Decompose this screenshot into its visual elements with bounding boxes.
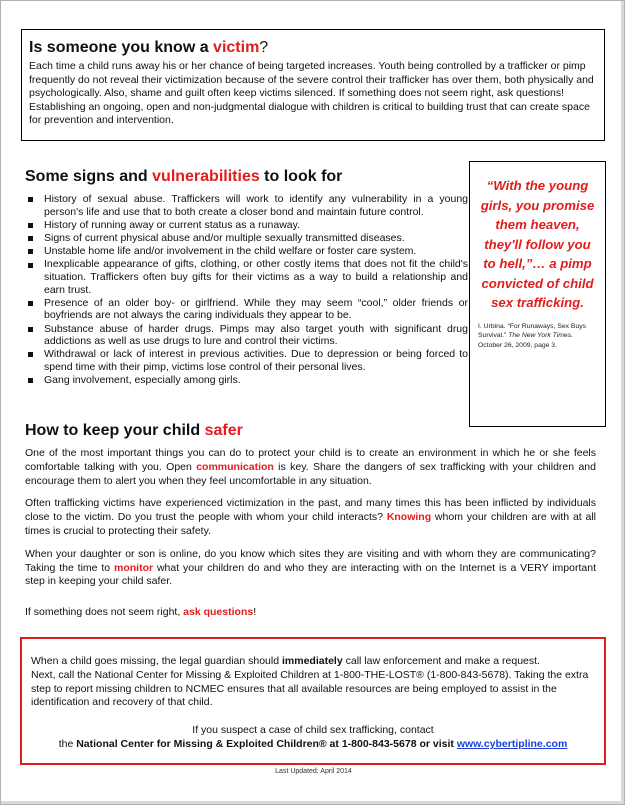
communication-highlight: communication <box>196 460 274 473</box>
missing-line1-end: call law enforcement and make a request. <box>342 655 540 667</box>
safer-p2-start: Often trafficking victims have experienced victimization in the past, and many times this has been inflicted by individuals close to the victim. Do you trust the people with whom your child interacts? <box>25 497 596 524</box>
missing-line-immediately <box>31 655 595 669</box>
knowing-highlight: Knowing <box>386 511 432 524</box>
safer-p2-end: whom your children are with at all times is crucial to protecting their safety. <box>25 511 596 537</box>
victim-heading-highlight: victim <box>213 39 260 56</box>
safer-p3-end: what your children do and who they are interacting with on the Internet is a VERY important step in keeping your child safer. <box>25 561 596 588</box>
victim-body-text: Each time a child runs away his or her chance of being targeted increases. Youth being controlled by a trafficker or pimp frequently do not reveal their victimization because of the severe control their trafficker has over them, both physically and psychologically. Also, shame and guilt often keep victims silenced. If something does not seem right, ask questions! Establishing an ongoing, open and non-judgmental dialogue with children is critical to building trust that can create space for prevention and intervention. <box>29 60 594 127</box>
safer-heading <box>25 421 243 441</box>
safer-p4-start: If something does not seem right, <box>25 606 184 619</box>
list-item: Substance abuse of harder drugs. Pimps may also target youth with significant drug addictions as well as use drugs to lure and control their victims. <box>23 323 468 348</box>
citation-author-title: I. Urbina. “For Runaways, Sex Buys Survival.” <box>478 322 587 339</box>
pimp-quote-box <box>469 161 606 427</box>
safer-heading-start: How to keep your child <box>25 422 205 439</box>
immediately-emphasis: immediately <box>282 655 343 667</box>
safer-paragraph-monitor <box>25 548 596 589</box>
victim-heading <box>29 38 597 58</box>
quote-citation <box>478 322 597 351</box>
safer-paragraph-knowing <box>25 497 596 538</box>
safer-p4-end: ! <box>253 606 257 619</box>
victim-heading-start: Is someone you know a <box>29 39 214 56</box>
contact-line1: If you suspect a case of child sex trafficking, contact <box>192 724 434 737</box>
list-item: Presence of an older boy- or girlfriend. While they may seem “cool,” older friends or boyfriends are not always the caring individuals they appear to be. <box>23 297 468 322</box>
safer-p3-start: When your daughter or son is online, do you know which sites they are visiting and with whom they are communicating? Taking the time to <box>25 547 596 574</box>
ask-questions-highlight: ask questions <box>183 606 254 619</box>
signs-heading-highlight: vulnerabilities <box>152 168 260 185</box>
list-item: Signs of current physical abuse and/or multiple sexually transmitted diseases. <box>23 232 468 245</box>
list-item: Inexplicable appearance of gifts, clothing, or other costly items that does not fit the child's situation. Traffickers often buy gifts for their victims as a way to build a relationship and earn trust. <box>23 258 468 296</box>
missing-child-box <box>20 637 606 765</box>
last-updated-footer: Last Updated: April 2014 <box>275 768 352 775</box>
citation-date: October 26, 2009, page 3. <box>478 341 557 349</box>
victim-info-box <box>21 29 605 141</box>
quote-text: “With the young girls, you promise them heaven, they'll follow you to hell,”… a pimp convicted of child sex trafficking. <box>480 178 595 310</box>
safer-body <box>25 447 596 620</box>
safer-paragraph-ask <box>25 606 596 620</box>
list-item: Unstable home life and/or involvement in the child welfare or foster care system. <box>23 245 468 258</box>
missing-line-ncmec: Next, call the National Center for Missing & Exploited Children at 1-800-THE-LOST® (1-800-843-5678). Taking the extra step to report missing children to NCMEC ensures that all available resources are being employed to assist in the identification and recovery of that child. <box>31 668 589 709</box>
signs-list <box>23 193 468 387</box>
contact-line2-start: the <box>58 737 77 750</box>
signs-heading-start: Some signs and <box>25 168 153 185</box>
contact-block <box>31 724 595 752</box>
missing-line1-start: When a child goes missing, the legal guardian should <box>31 655 282 667</box>
list-item: Gang involvement, especially among girls. <box>23 374 468 387</box>
list-item: History of sexual abuse. Traffickers will work to identify any vulnerability in a young person's life and use that to both create a closer bond and maintain future control. <box>23 193 468 218</box>
monitor-highlight: monitor <box>114 561 154 574</box>
safer-heading-highlight: safer <box>204 422 243 439</box>
victim-heading-end: ? <box>259 39 269 56</box>
safer-p1-end: is key. Share the dangers of sex trafficking with your children and encourage them to alert you when they feel uncomfortable in any situation. <box>25 460 596 487</box>
signs-heading-end: to look for <box>259 168 343 185</box>
contact-line2-bold: National Center for Missing & Exploited Children® at 1-800-843-5678 or visit <box>76 737 454 750</box>
safer-p1-start: One of the most important things you can do to protect your child is to create an environment in which he or she feels comfortable talking with you. Open <box>25 447 596 473</box>
list-item: Withdrawal or lack of interest in previous activities. Due to depression or being forced to spend time with their pimp, victims lose control of their personal lives. <box>23 348 468 373</box>
safer-paragraph-communication <box>25 447 596 488</box>
citation-source: The New York Times. <box>508 332 574 339</box>
cybertipline-link[interactable]: www.cybertipline.com <box>456 737 568 750</box>
list-item: History of running away or current status as a runaway. <box>23 219 468 232</box>
signs-heading <box>25 167 342 187</box>
